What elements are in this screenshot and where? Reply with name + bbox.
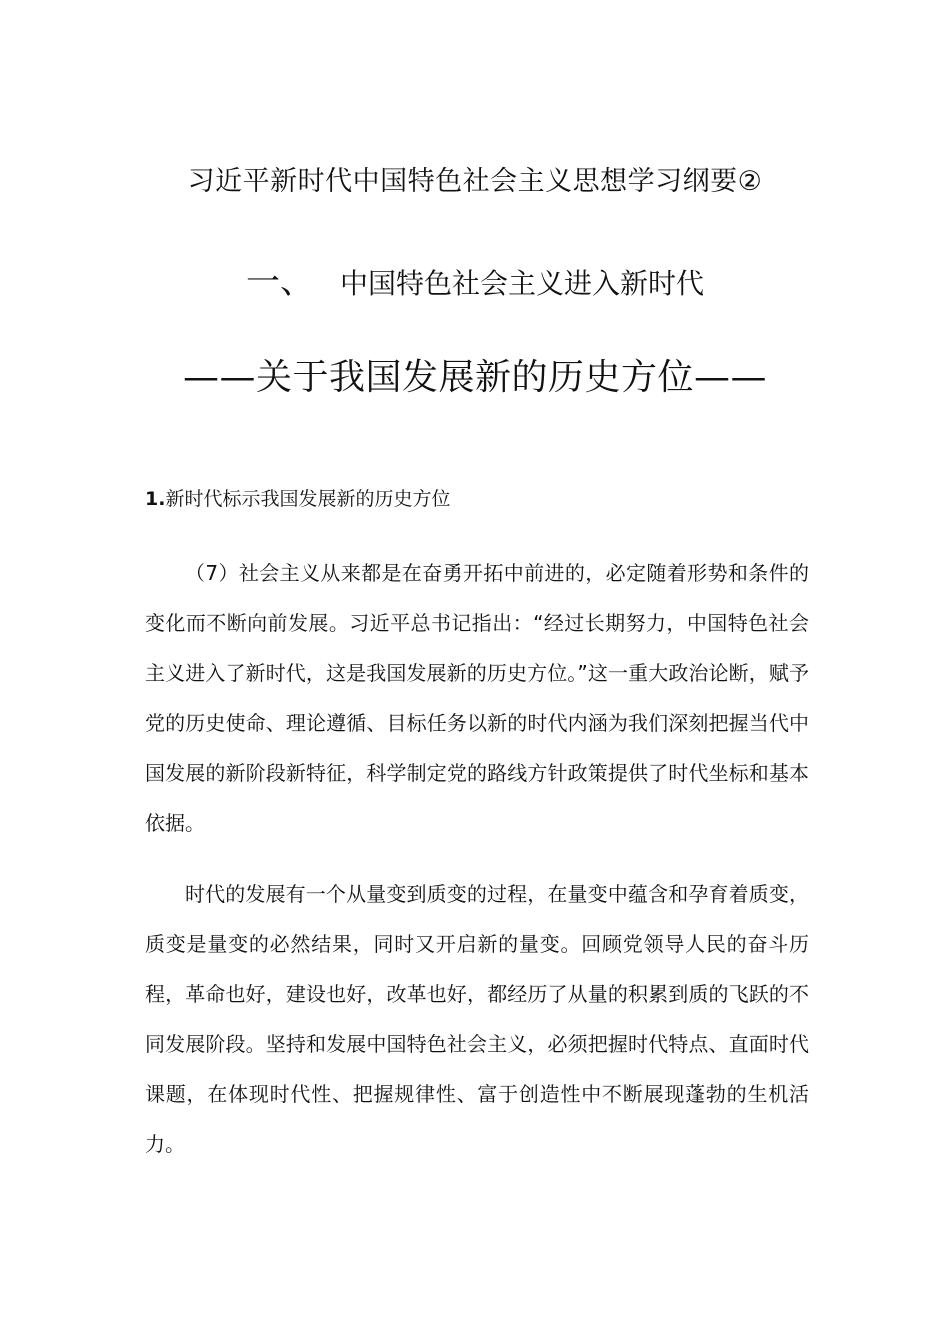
chapter-subheading: ——关于我国发展新的历史方位—— xyxy=(182,357,767,398)
section-title: 新时代标示我国发展新的历史方位 xyxy=(165,488,451,510)
chapter-number: 一、 xyxy=(245,262,314,302)
chapter-title: 中国特色社会主义进入新时代 xyxy=(339,267,704,300)
section-heading xyxy=(145,482,450,516)
section-number: 1. xyxy=(145,488,166,510)
chapter-heading xyxy=(0,258,950,308)
body-paragraph-1: （7）社会主义从来都是在奋勇开拓中前进的，必定随着形势和条件的变化而不断向前发展。习近平总书记指出：“经过长期努力，中国特色社会主义进入了新时代，这是我国发展新的历史方位。”这一重大政治论断，赋予党的历史使命、理论遵循、目标任务以新的时代内涵为我们深刻把握当代中国发展的新阶段新特征，科学制定党的路线方针政策提供了时代坐标和基本依据。 xyxy=(145,561,809,835)
body-paragraph-2: 时代的发展有一个从量变到质变的过程，在量变中蕴含和孕育着质变，质变是量变的必然结果，同时又开启新的量变。回顾党领导人民的奋斗历程，革命也好，建设也好，改革也好，都经历了从量的积累到质的飞跃的不同发展阶段。坚持和发展中国特色社会主义，必须把握时代特点、直面时代课题，在体现时代性、把握规律性、富于创造性中不断展现蓬勃的生机活力。 xyxy=(145,882,809,1156)
document-title: 习近平新时代中国特色社会主义思想学习纲要② xyxy=(187,166,763,197)
